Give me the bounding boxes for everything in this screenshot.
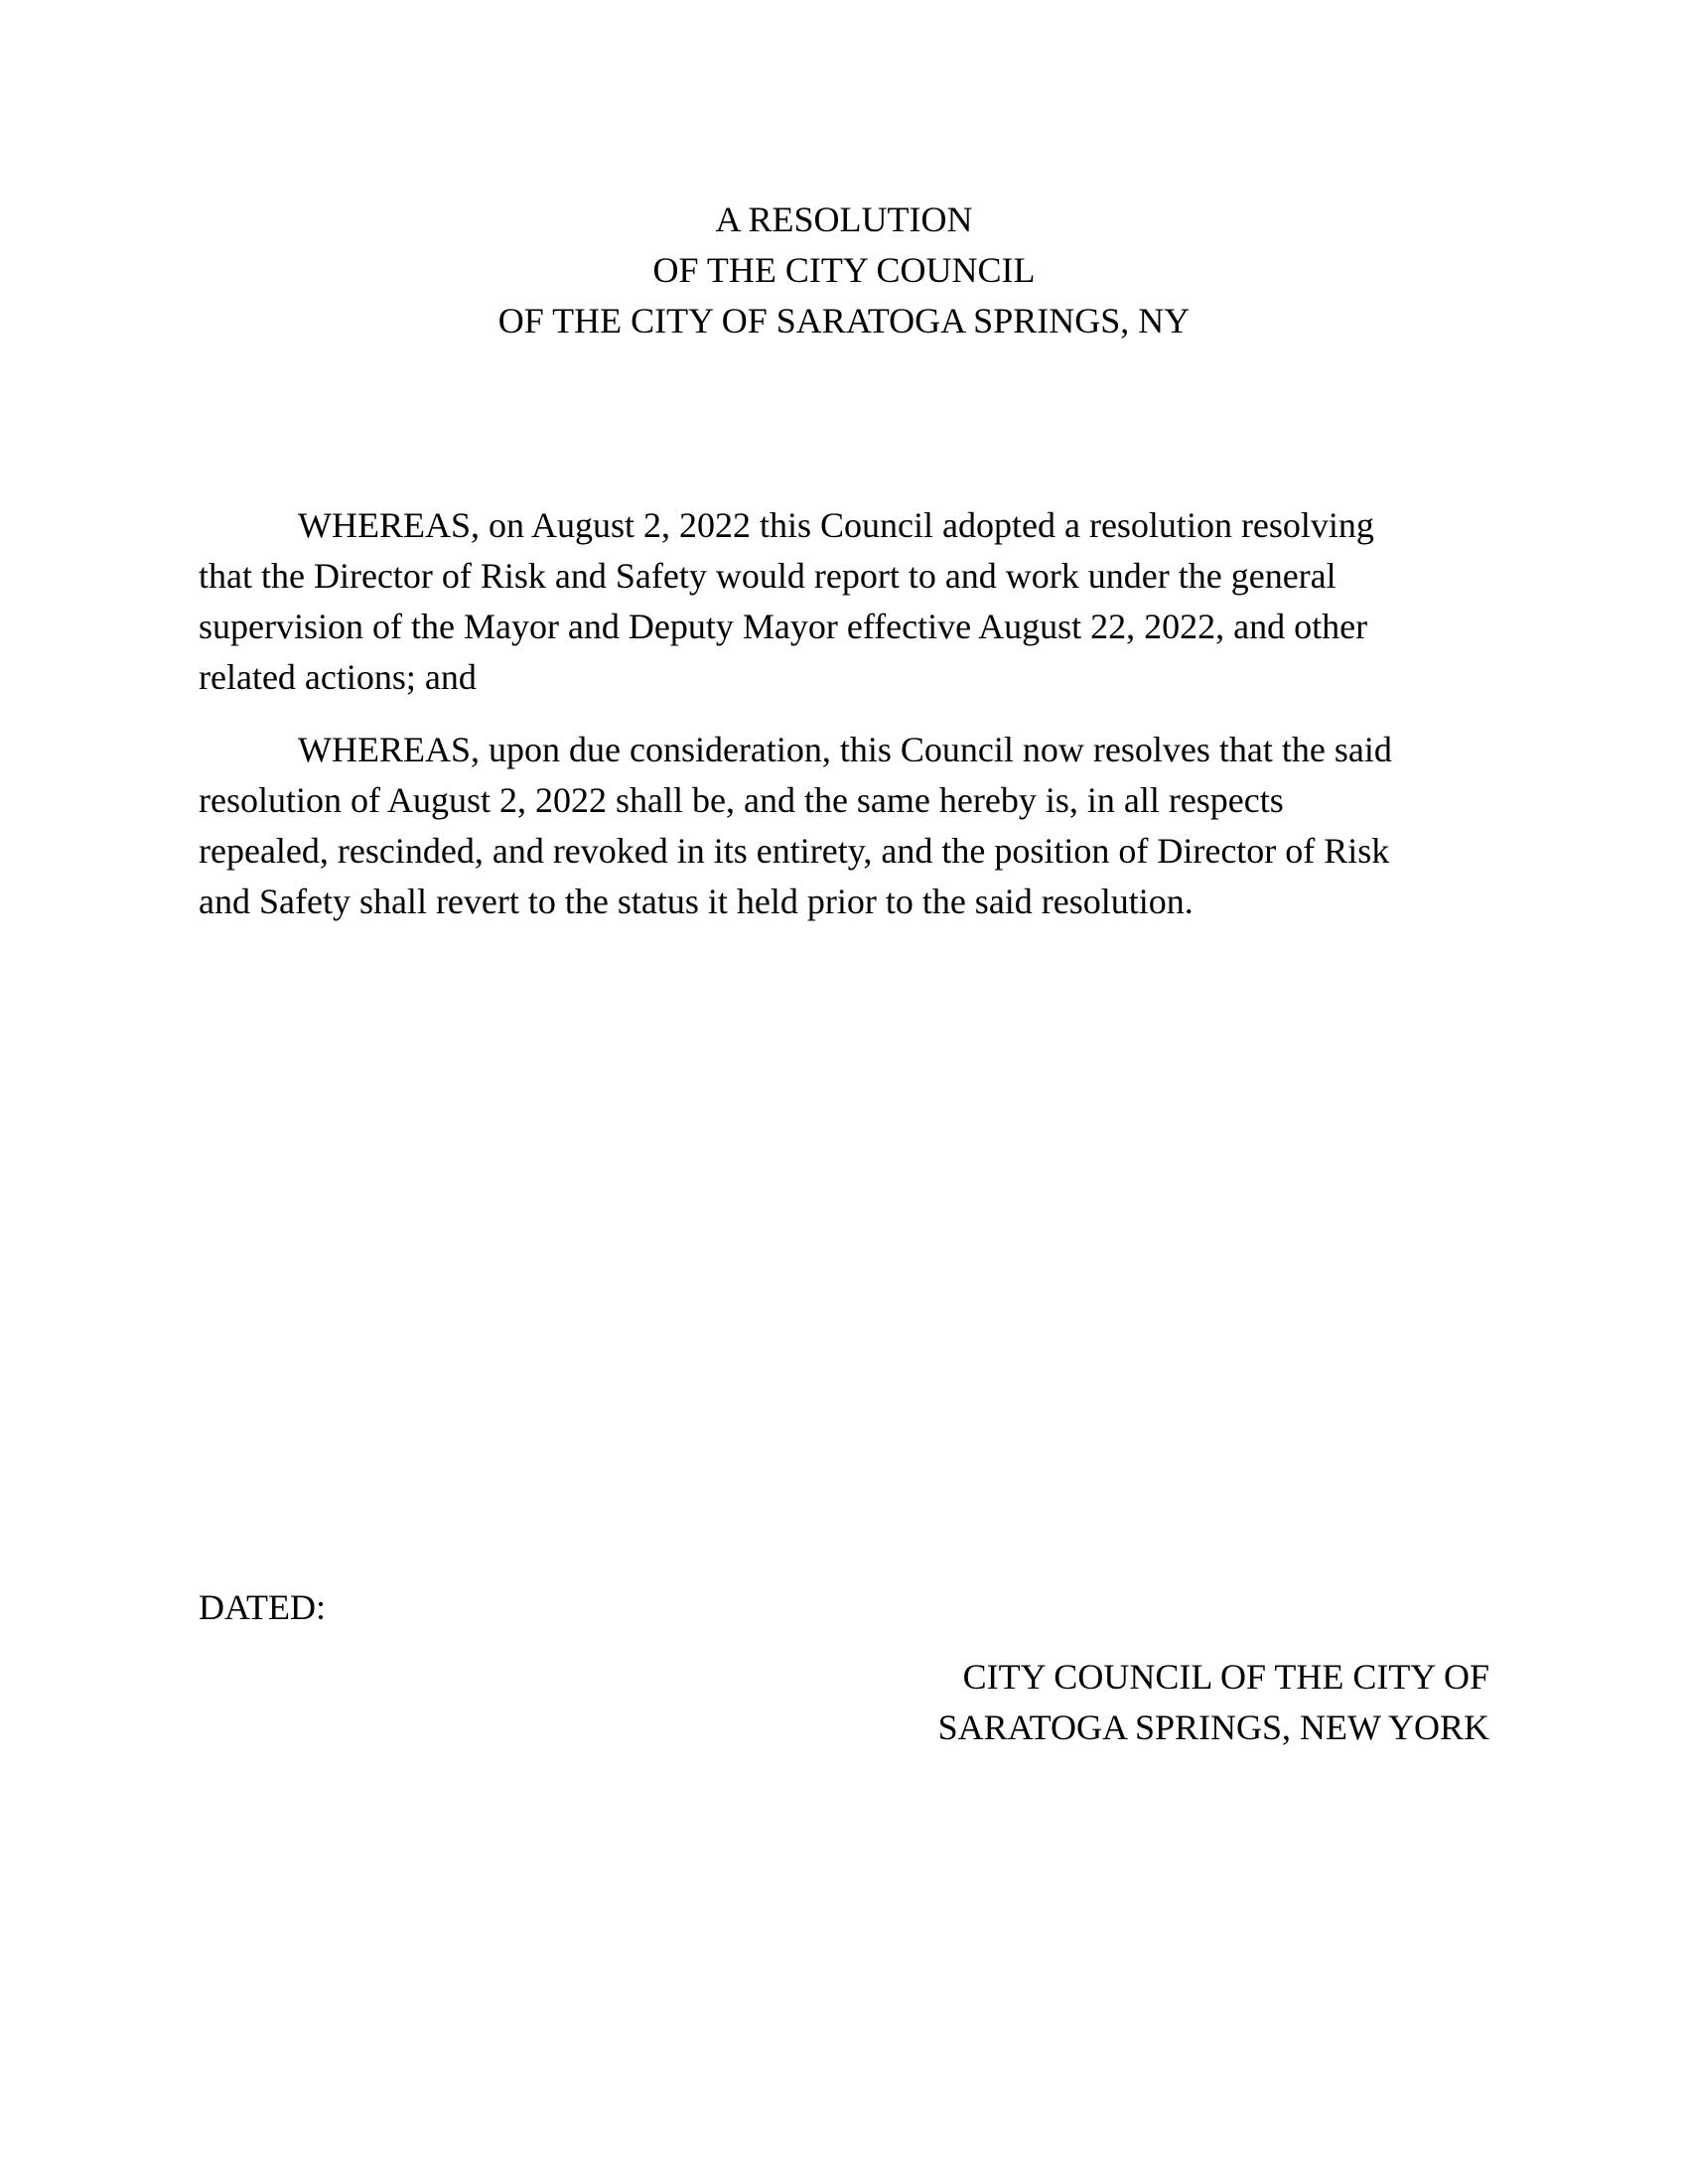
paragraph-line: supervision of the Mayor and Deputy Mayor effective August 22, 2022, and other xyxy=(199,607,1368,646)
title-line-2: OF THE CITY COUNCIL xyxy=(652,250,1036,290)
paragraph-line: related actions; and xyxy=(199,657,477,697)
whereas-paragraph-1 xyxy=(199,500,1489,703)
resolution-title xyxy=(0,195,1688,346)
whereas-paragraph-2 xyxy=(199,725,1489,927)
paragraph-line: resolution of August 2, 2022 shall be, and the same hereby is, in all respects xyxy=(199,780,1284,820)
paragraph-line: and Safety shall revert to the status it held prior to the said resolution. xyxy=(199,882,1194,921)
title-line-3: OF THE CITY OF SARATOGA SPRINGS, NY xyxy=(497,301,1191,341)
paragraph-line: that the Director of Risk and Safety would report to and work under the general xyxy=(199,556,1336,596)
title-line-1: A RESOLUTION xyxy=(715,200,973,239)
resolution-body xyxy=(199,500,1489,949)
paragraph-line: repealed, rescinded, and revoked in its entirety, and the position of Director of Risk xyxy=(199,831,1390,871)
paragraph-line: WHEREAS, on August 2, 2022 this Council adopted a resolution resolving xyxy=(298,505,1374,545)
signature-line-1: CITY COUNCIL OF THE CITY OF xyxy=(962,1657,1489,1697)
dated-label: DATED: xyxy=(199,1587,326,1627)
signature-line-2: SARATOGA SPRINGS, NEW YORK xyxy=(937,1707,1489,1747)
paragraph-line: WHEREAS, upon due consideration, this Council now resolves that the said xyxy=(298,730,1392,769)
signature-block xyxy=(938,1652,1489,1753)
